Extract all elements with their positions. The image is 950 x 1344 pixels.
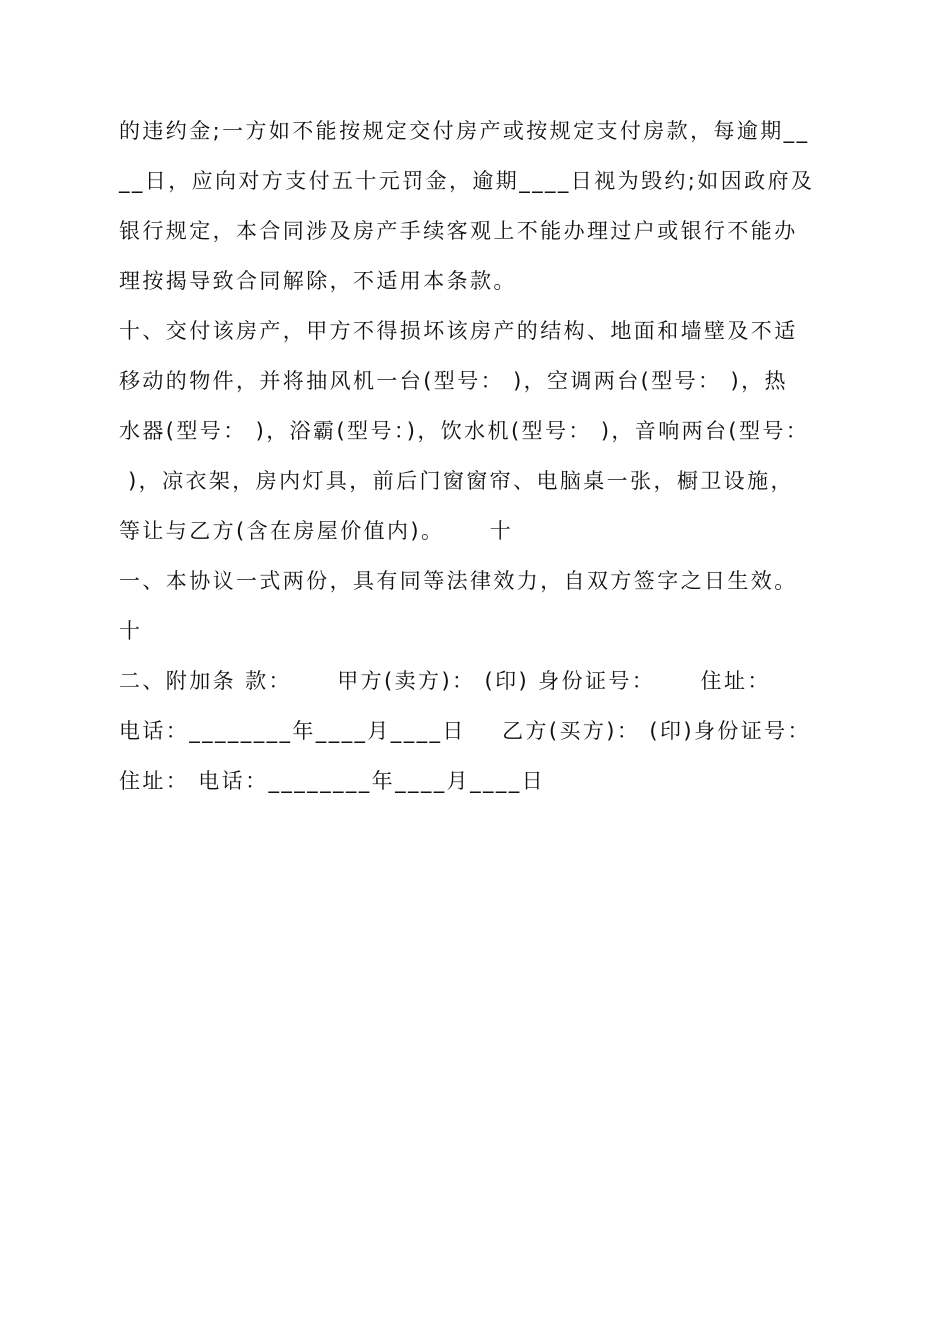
text-line: 等让与乙方(含在房屋价值内)。 十 <box>119 519 514 543</box>
text-line: 十、交付该房产，甲方不得损坏该房产的结构、地面和墙壁及不适 <box>119 319 798 343</box>
text-line: 的违约金;一方如不能按规定交付房产或按规定支付房款，每逾期__ <box>119 119 810 143</box>
contract-text <box>119 106 839 806</box>
text-line: 一、本协议一式两份，具有同等法律效力，自双方签字之日生效。 <box>119 569 798 593</box>
text-line: __日，应向对方支付五十元罚金，逾期____日视为毁约;如因政府及 <box>119 169 815 193</box>
text-line: 二、附加条 款： 甲方(卖方)： (印) 身份证号： 住址： <box>119 669 771 693</box>
text-line: 住址： 电话：________年____月____日 <box>119 769 546 793</box>
text-line: 银行规定，本合同涉及房产手续客观上不能办理过户或银行不能办 <box>119 219 798 243</box>
text-line: )，凉衣架，房内灯具，前后门窗窗帘、电脑桌一张，橱卫设施， <box>119 469 794 493</box>
text-line: 水器(型号： )，浴霸(型号：)，饮水机(型号： )，音响两台(型号： <box>119 419 810 443</box>
text-line: 移动的物件，并将抽风机一台(型号： )，空调两台(型号： )，热 <box>119 369 788 393</box>
text-line: 电话：________年____月____日 乙方(买方)： (印)身份证号： <box>119 719 811 743</box>
text-line: 理按揭导致合同解除，不适用本条款。 <box>119 269 517 293</box>
text-line: 十 <box>119 619 143 643</box>
